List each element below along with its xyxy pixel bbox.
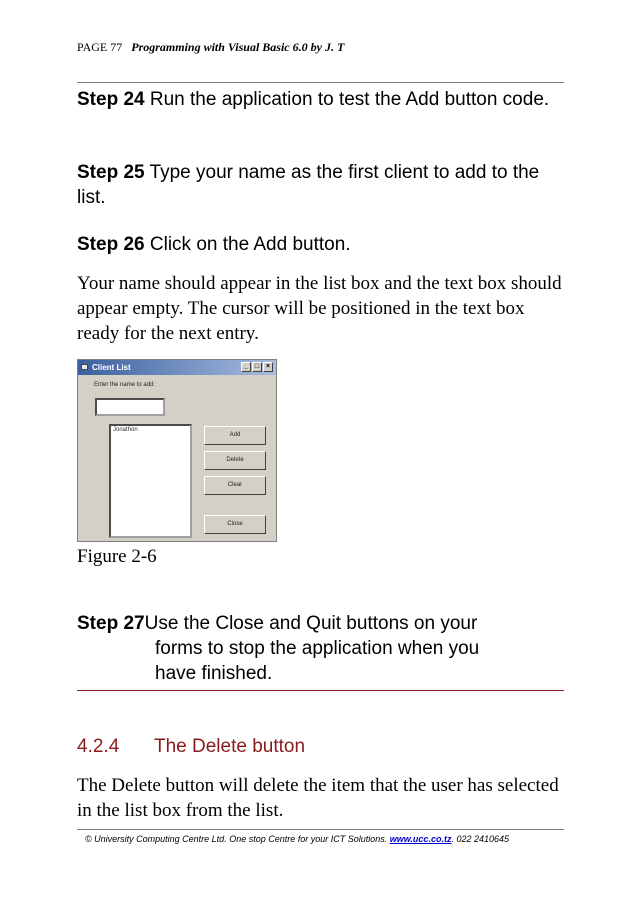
page-number: PAGE 77 — [77, 40, 123, 54]
step-25 — [77, 160, 567, 210]
window-title-bar — [78, 360, 276, 375]
section-heading — [77, 736, 305, 758]
step-25-label: Step 25 — [77, 162, 145, 183]
book-title: Programming with Visual Basic 6.0 by J. T — [131, 40, 345, 54]
step-24-text: Run the application to test the Add button code. — [144, 89, 550, 110]
minimize-icon: _ — [241, 362, 251, 372]
footer-link[interactable]: www.ucc.co.tz — [389, 834, 452, 844]
step-27-label: Step 27 — [77, 613, 145, 634]
page-footer — [85, 834, 509, 844]
clear-button: Clear — [204, 476, 266, 495]
footer-phone: . 022 2410645 — [451, 834, 510, 844]
close-button: Close — [204, 515, 266, 534]
step-27 — [77, 611, 567, 686]
step-26-label: Step 26 — [77, 234, 145, 255]
section-title: The Delete button — [154, 736, 306, 757]
close-icon: × — [263, 362, 273, 372]
app-icon — [81, 364, 88, 370]
window-title: Client List — [92, 363, 131, 372]
name-text-box — [95, 398, 165, 416]
paragraph-delete: The Delete button will delete the item that the user has selected in the list box from the list. — [77, 775, 559, 821]
name-prompt-label: Enter the name to add: — [94, 382, 156, 388]
client-list-window — [77, 359, 277, 542]
delete-button: Delete — [204, 451, 266, 470]
footer-text: © University Computing Centre Ltd. One stop Centre for your ICT Solutions. — [85, 834, 390, 844]
step-27-line-2: forms to stop the application when you — [155, 638, 480, 659]
maximize-icon: □ — [252, 362, 262, 372]
figure-caption: Figure 2-6 — [77, 546, 157, 567]
section-number: 4.2.4 — [77, 736, 120, 757]
add-button: Add — [204, 426, 266, 445]
step-25-text: Type your name as the first client to add to the list. — [77, 162, 540, 208]
list-item: Jonathon — [113, 427, 138, 433]
header-rule — [77, 82, 564, 83]
footer-rule — [77, 829, 564, 830]
step-26 — [77, 232, 567, 257]
client-list-box — [109, 424, 192, 538]
page-header — [77, 40, 344, 55]
step-26-text: Click on the Add button. — [144, 234, 351, 255]
step-27-line-1: Use the Close and Quit buttons on your — [144, 613, 478, 634]
paragraph-result: Your name should appear in the list box and the text box should appear empty. The cursor will be positioned in the text box ready for the next entry. — [77, 273, 562, 344]
step-24 — [77, 87, 567, 112]
step-24-label: Step 24 — [77, 89, 145, 110]
step-27-line-3: have finished. — [155, 663, 273, 684]
section-rule — [77, 690, 564, 691]
